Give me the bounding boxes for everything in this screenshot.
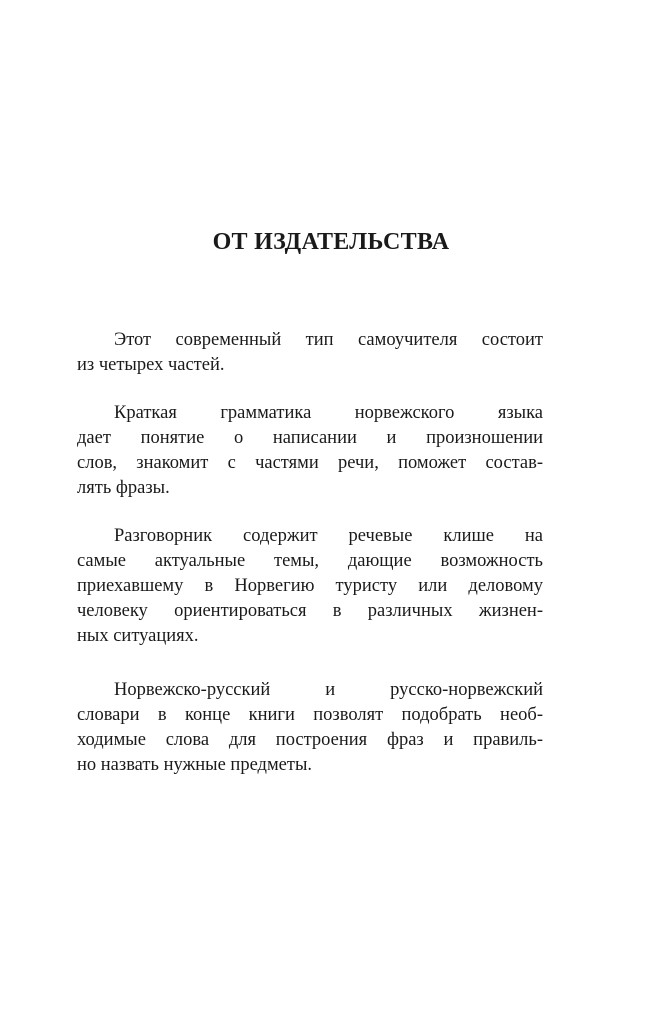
text-line: но назвать нужные предметы.: [77, 755, 313, 775]
text-line: лять фразы.: [77, 478, 170, 498]
paragraph-intro: [77, 328, 543, 378]
text-line: Разговорник содержит речевые клише на: [114, 526, 543, 546]
text-line: Краткая грамматика норвежского языка: [114, 403, 543, 423]
paragraph-dictionaries: [77, 678, 543, 778]
text-line: словари в конце книги позволят подобрать необ-: [77, 705, 543, 725]
text-line: дает понятие о написании и произношении: [77, 428, 543, 448]
text-line: из четырех частей.: [77, 355, 225, 375]
text-line: ходимые слова для построения фраз и правиль-: [77, 730, 543, 750]
paragraph-phrasebook: [77, 524, 543, 649]
paragraph-grammar: [77, 401, 543, 501]
text-line: Этот современный тип самоучителя состоит: [114, 330, 543, 350]
text-line: человеку ориентироваться в различных жизнен-: [77, 601, 543, 621]
text-line: Норвежско-русский и русско-норвежский: [114, 680, 543, 700]
text-line: ных ситуациях.: [77, 626, 199, 646]
text-line: самые актуальные темы, дающие возможность: [77, 551, 543, 571]
page-title: ОТ ИЗДАТЕЛЬСТВА: [212, 229, 450, 255]
text-line: приехавшему в Норвегию туристу или деловому: [77, 576, 543, 596]
text-line: слов, знакомит с частями речи, поможет состав-: [77, 453, 543, 473]
